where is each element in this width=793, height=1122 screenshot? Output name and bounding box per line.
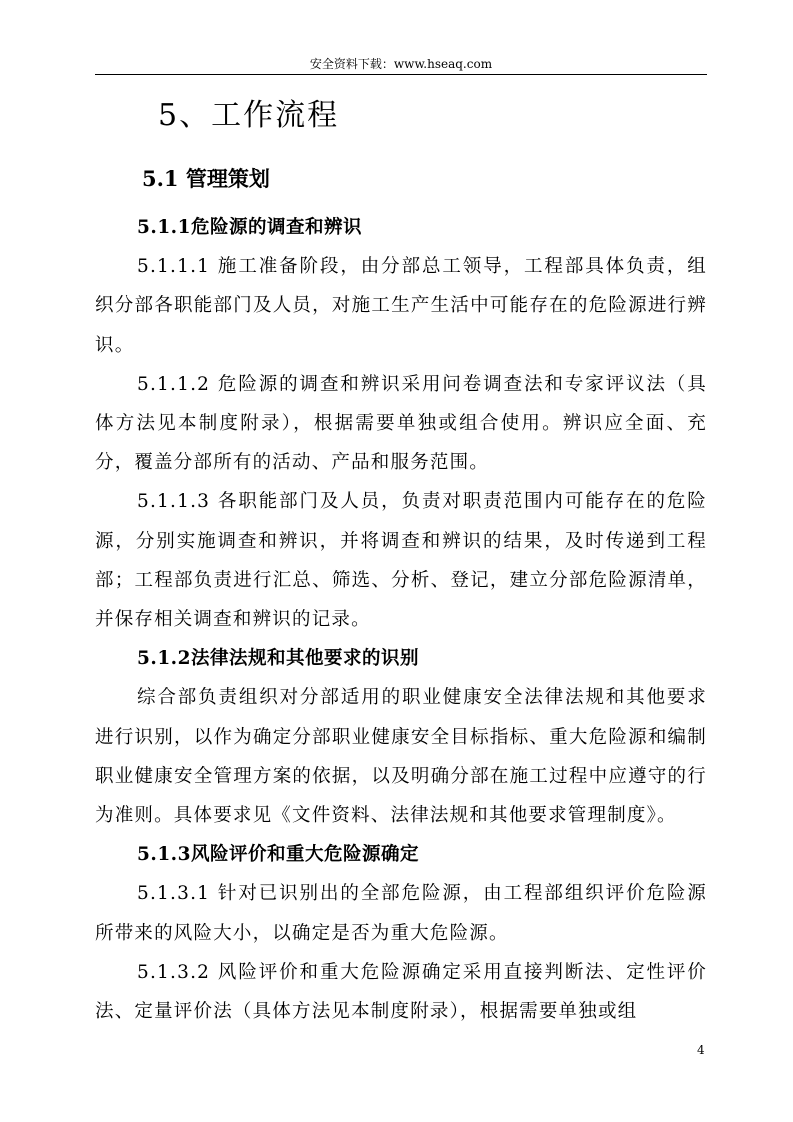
paragraph: 5.1.3.1 针对已识别出的全部危险源，由工程部组织评价危险源所带来的风险大小，以确定是否为重大危险源。 [95, 883, 707, 944]
subsection-heading: 5.1.1危险源的调查和辨识 [137, 217, 362, 238]
section-heading: 5.1 管理策划 [142, 166, 270, 191]
paragraph: 5.1.3.2 风险评价和重大危险源确定采用直接判断法、定性评价法、定量评价法（具体方法见本制度附录），根据需要单独或组 [95, 961, 707, 1023]
paragraph: 5.1.1.2 危险源的调查和辨识采用问卷调查法和专家评议法（具体方法见本制度附录），根据需要单独或组合使用。辨识应全面、充分，覆盖分部所有的活动、产品和服务范围。 [95, 373, 707, 474]
paragraph: 5.1.1.3 各职能部门及人员，负责对职责范围内可能存在的危险源，分别实施调查和辨识，并将调查和辨识的结果，及时传递到工程部；工程部负责进行汇总、筛选、分析、登记，建立分部危险源清单，并保存相关调查和辨识的记录。 [95, 491, 707, 631]
chapter-title: 5、工作流程 [158, 98, 340, 133]
paragraph: 综合部负责组织对分部适用的职业健康安全法律法规和其他要求进行识别，以作为确定分部职业健康安全目标指标、重大危险源和编制职业健康安全管理方案的依据，以及明确分部在施工过程中应遵守的行为准则。具体要求见《文件资料、法律法规和其他要求管理制度》。 [95, 687, 707, 827]
subsection-heading: 5.1.2法律法规和其他要求的识别 [137, 648, 419, 670]
page-number: 4 [697, 1043, 705, 1057]
paragraph: 5.1.1.1 施工准备阶段，由分部总工领导，工程部具体负责，组织分部各职能部门及人员，对施工生产生活中可能存在的危险源进行辨识。 [95, 256, 707, 356]
subsection-heading: 5.1.3风险评价和重大危险源确定 [137, 844, 419, 866]
header-rule [95, 74, 707, 75]
page-header: 安全资料下载：www.hseaq.com [309, 57, 493, 71]
document-body [95, 208, 707, 1031]
